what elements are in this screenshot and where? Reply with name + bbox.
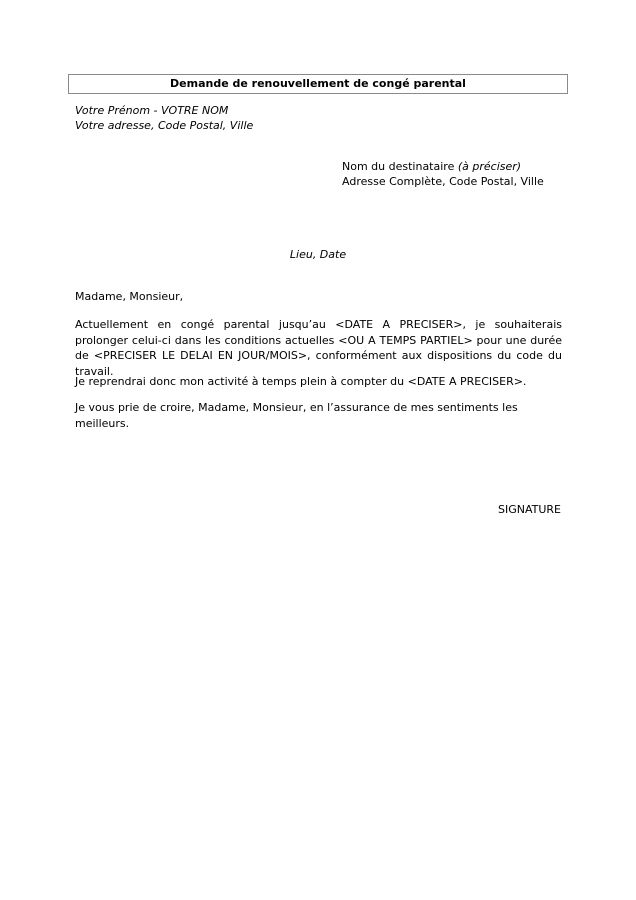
letter-title: Demande de renouvellement de congé parental [170, 77, 466, 90]
recipient-name-note: (à préciser) [457, 160, 522, 173]
body-paragraph-2: Je reprendrai donc mon activité à temps plein à compter du <DATE A PRECISER>. [75, 375, 527, 388]
salutation: Madame, Monsieur, [75, 290, 184, 303]
recipient-address: Adresse Complète, Code Postal, Ville [342, 174, 544, 188]
signature-label: SIGNATURE [497, 503, 561, 516]
sender-block [75, 104, 253, 133]
recipient-name: Nom du destinataire [342, 160, 458, 173]
body-paragraph-3: Je vous prie de croire, Madame, Monsieur, en l’assurance de mes sentiments les meilleurs. [75, 401, 518, 430]
recipient-name-line [342, 160, 544, 175]
recipient-block [342, 160, 544, 189]
body-paragraph-1: Actuellement en congé parental jusqu’au <DATE A PRECISER>, je souhaiterais prolonger celui-ci dans les conditions actuelles <OU A TEMPS PARTIEL> pour une durée de <PRECISER LE DELAI EN JOUR/MOIS>, conformément aux dispositions du code du travail. [75, 318, 562, 378]
place-date-line: Lieu, Date [289, 248, 347, 261]
sender-address: Votre adresse, Code Postal, Ville [75, 118, 254, 132]
sender-name: Votre Prénom - VOTRE NOM [75, 104, 229, 117]
letter-title-box [68, 74, 568, 94]
